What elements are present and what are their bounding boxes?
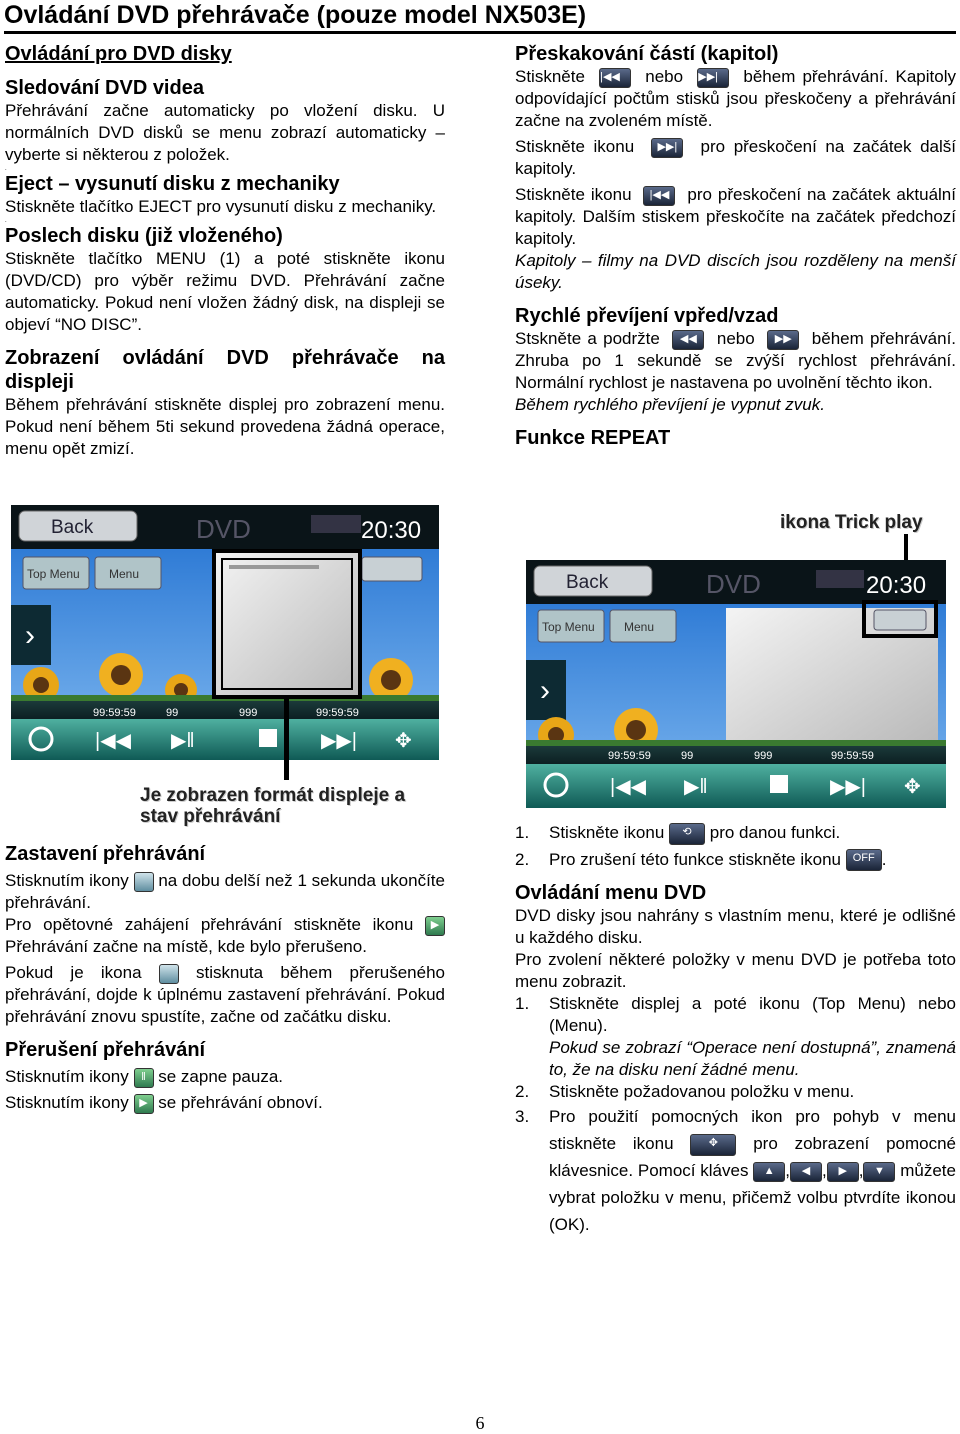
resume-text-b: Přehrávání začne na místě, kde bylo přerušeno. bbox=[5, 937, 367, 956]
fast-note: Během rychlého převíjení je vypnut zvuk. bbox=[515, 395, 825, 414]
arrow-up-icon: ▲ bbox=[753, 1162, 785, 1182]
skip-text-c: během přehrávání. Kapitoly odpovídající počtům stisků jsou přeskočeny a přehrávání začne na zvoleném místě. bbox=[515, 67, 956, 130]
dvd-screen-right bbox=[526, 560, 946, 808]
svg-text:|◀◀: |◀◀ bbox=[610, 776, 646, 798]
menu-step-2: 2. Stiskněte požadovanou položku v menu. bbox=[515, 1082, 855, 1102]
next-chapter-text-b: pro přeskočení na začátek další kapitoly. bbox=[515, 137, 957, 178]
svg-text:|◀◀: |◀◀ bbox=[95, 730, 131, 752]
resume2-text-b: se přehrávání obnoví. bbox=[158, 1093, 323, 1112]
heading-skip: Přeskakování částí (kapitol) bbox=[515, 43, 779, 65]
caption-right: ikona Trick play bbox=[780, 512, 923, 533]
heading-stop: Zastavení přehrávání bbox=[5, 843, 206, 865]
heading-repeat: Funkce REPEAT bbox=[515, 427, 671, 449]
clock-label: 20:30 bbox=[361, 517, 422, 544]
menu-label: Menu bbox=[624, 620, 655, 634]
callout-line-left bbox=[284, 697, 289, 780]
svg-text:▶‖: ▶‖ bbox=[684, 776, 708, 798]
clock-label: 20:30 bbox=[866, 572, 927, 599]
right-column-bottom bbox=[515, 822, 956, 1238]
menu-step-1: 1. Stiskněte displej a poté ikonu (Top Menu) nebo (Menu). Pokud se zobrazí “Operace není dostupná”, znamená to, že na disku není žádné menu. bbox=[515, 994, 956, 1080]
repeat-step-1: 1. Stiskněte ikonu ⟲ pro danou funkci. bbox=[515, 822, 956, 845]
heading-dvd-menu: Ovládání menu DVD bbox=[515, 882, 707, 905]
menu-label: Menu bbox=[109, 567, 140, 581]
svg-text:›: › bbox=[25, 619, 35, 652]
fast-text-b: nebo bbox=[716, 329, 755, 348]
svg-text:▶▶|: ▶▶| bbox=[321, 730, 357, 752]
title-count: 999 bbox=[754, 750, 773, 762]
stop-text-b: na dobu delší než 1 sekunda ukončíte přehrávání. bbox=[5, 871, 445, 912]
skip-back-icon: |◀◀ bbox=[643, 186, 675, 206]
resume2-text-a: Stisknutím ikony bbox=[5, 1093, 129, 1112]
fast-forward-icon: ▶▶ bbox=[767, 330, 799, 350]
dvd-label: DVD bbox=[706, 569, 761, 599]
stop-icon bbox=[159, 964, 179, 984]
time-b: 99:59:59 bbox=[831, 750, 874, 762]
navigation-keys-icon: ✥ bbox=[690, 1134, 736, 1156]
skip-forward-icon: ▶▶| bbox=[697, 68, 729, 88]
heading-pause: Přerušení přehrávání bbox=[5, 1039, 206, 1061]
stop-text-a: Stisknutím ikony bbox=[5, 871, 129, 890]
play-icon: ▶ bbox=[134, 1094, 154, 1114]
svg-text:✥: ✥ bbox=[904, 776, 921, 798]
pause-text-a: Stisknutím ikony bbox=[5, 1067, 129, 1086]
page-title: Ovládání DVD přehrávače (pouze model NX503E) bbox=[4, 0, 956, 34]
repeat-icon: ⟲ bbox=[669, 823, 705, 845]
repeat-off-icon: OFF bbox=[846, 849, 882, 871]
heading-display-controls: Zobrazení ovládání DVD přehrávače na displeji bbox=[5, 347, 445, 393]
arrow-left-icon: ◀ bbox=[790, 1162, 822, 1182]
pause-text-b: se zapne pauza. bbox=[158, 1067, 283, 1086]
svg-text:›: › bbox=[540, 674, 550, 707]
dvd-label: DVD bbox=[196, 514, 251, 544]
left-column-bottom bbox=[5, 842, 445, 1114]
para-listen: Stiskněte tlačítko MENU (1) a poté stiskněte ikonu (DVD/CD) pro výběr režimu DVD. Přehrávání začne automaticky. Pokud není vložen žádný disk, na displeji se objeví “NO DISC”. bbox=[5, 249, 445, 334]
chapter-count: 99 bbox=[681, 750, 694, 762]
menu-step-3: 3. Pro použití pomocných ikon pro pohyb v menu stiskněte ikonu ✥ pro zobrazení pomocné klávesnice. Pomocí kláves ▲ , ◀ , ▶ , ▼ můžete vybrat položku v menu, přičemž volbu ptvrdíte ikonou (OK). bbox=[515, 1107, 956, 1235]
stop-icon bbox=[134, 872, 154, 892]
top-menu-label: Top Menu bbox=[542, 620, 595, 634]
skip-forward-icon: ▶▶| bbox=[651, 138, 683, 158]
left-column: Ovládání pro DVD disky Sledování DVD videa Přehrávání začne automaticky po vložení disku. U normálních DVD disků se menu zobrazí automaticky – vyberte si některou z položek. . Eject – vysunutí disku z mechaniky Stiskněte tlačítko EJECT pro vysunutí disku z mechaniky. . Poslech disku (již vloženého) Stiskněte tlačítko MENU (1) a poté stiskněte ikonu (DVD/CD) pro výběr režimu DVD. Přehrávání začne automaticky. Pokud není vložen žádný disk, na displeji se objeví “NO DISC”. Zobrazení ovládání DVD přehrávače na displeji Během přehrávání stiskněte displej pro zobrazení menu. Pokud není během 5ti sekund provedena žádná operace, menu opět zmizí. bbox=[5, 43, 445, 458]
heading-eject: Eject – vysunutí disku z mechaniky bbox=[5, 173, 340, 195]
arrow-down-icon: ▼ bbox=[863, 1162, 895, 1182]
prev-chapter-text-a: Stiskněte ikonu bbox=[515, 185, 632, 204]
time-a: 99:59:59 bbox=[608, 750, 651, 762]
full-stop-text-a: Pokud je ikona bbox=[5, 963, 142, 982]
rewind-icon: ◀◀ bbox=[672, 330, 704, 350]
heading-watching: Sledování DVD videa bbox=[5, 77, 204, 99]
arrow-right-icon: ▶ bbox=[827, 1162, 859, 1182]
back-label: Back bbox=[566, 572, 609, 593]
skip-text-b: nebo bbox=[645, 67, 684, 86]
skip-text-a: Stiskněte bbox=[515, 67, 585, 86]
full-stop-text-b: stisknuta během přerušeného přehrávání, dojde k úplnému zastavení přehrávání. Pokud přehrávání znovu spustíte, začne od začátku disku. bbox=[5, 963, 445, 1026]
title-count: 999 bbox=[239, 707, 258, 719]
svg-text:✥: ✥ bbox=[395, 730, 412, 752]
para-display-controls: Během přehrávání stiskněte displej pro zobrazení menu. Pokud není během 5ti sekund provedena žádná operace, menu opět zmizí. bbox=[5, 395, 445, 458]
page-number: 6 bbox=[475, 1413, 485, 1433]
top-menu-label: Top Menu bbox=[27, 567, 80, 581]
chapter-note: Kapitoly – filmy na DVD discích jsou rozděleny na menší úseky. bbox=[515, 251, 956, 292]
dvd-screen-left bbox=[11, 505, 439, 760]
fast-text-a: Stskněte a podržte bbox=[515, 329, 660, 348]
play-icon: ▶ bbox=[425, 916, 445, 936]
time-b: 99:59:59 bbox=[316, 707, 359, 719]
fast-text-c: během přehrávání. Zhruba po 1 sekundě se zvýší rychlost přehrávání. Normální rychlost je nastavena po uvolnění těchto ikon. bbox=[515, 329, 957, 392]
skip-back-icon: |◀◀ bbox=[599, 68, 631, 88]
back-label: Back bbox=[51, 517, 94, 538]
resume-text-a: Pro opětovné zahájení přehrávání stiskněte ikonu bbox=[5, 915, 414, 934]
pause-icon: ‖ bbox=[134, 1068, 154, 1088]
next-chapter-text-a: Stiskněte ikonu bbox=[515, 137, 635, 156]
caption-left: Je zobrazen formát displeje a stav přehrávání bbox=[140, 785, 406, 827]
right-column bbox=[515, 42, 956, 450]
chapter-count: 99 bbox=[166, 707, 179, 719]
time-a: 99:59:59 bbox=[93, 707, 136, 719]
svg-text:▶▶|: ▶▶| bbox=[830, 776, 866, 798]
para-dvd-menu-2: Pro zvolení některé položky v menu DVD je potřeba toto menu zobrazit. bbox=[515, 950, 956, 992]
para-watching: Přehrávání začne automaticky po vložení disku. U normálních DVD disků se menu zobrazí automaticky – vyberte si některou z položek. bbox=[5, 101, 445, 164]
repeat-step-2: 2. Pro zrušení této funkce stiskněte ikonu OFF . bbox=[515, 849, 956, 872]
para-eject: Stiskněte tlačítko EJECT pro vysunutí disku z mechaniky. bbox=[5, 197, 437, 216]
heading-fast: Rychlé převíjení vpřed/vzad bbox=[515, 305, 779, 327]
svg-text:▶‖: ▶‖ bbox=[171, 730, 195, 752]
para-dvd-menu-1: DVD disky jsou nahrány s vlastním menu, které je odlišné u každého disku. bbox=[515, 906, 956, 948]
heading-dvd-controls: Ovládání pro DVD disky bbox=[5, 43, 232, 65]
prev-chapter-text-b: pro přeskočení na začátek aktuální kapitoly. Dalším stiskem přeskočíte na začátek předchozí kapitoly. bbox=[515, 185, 956, 248]
heading-listen: Poslech disku (již vloženého) bbox=[5, 225, 283, 247]
